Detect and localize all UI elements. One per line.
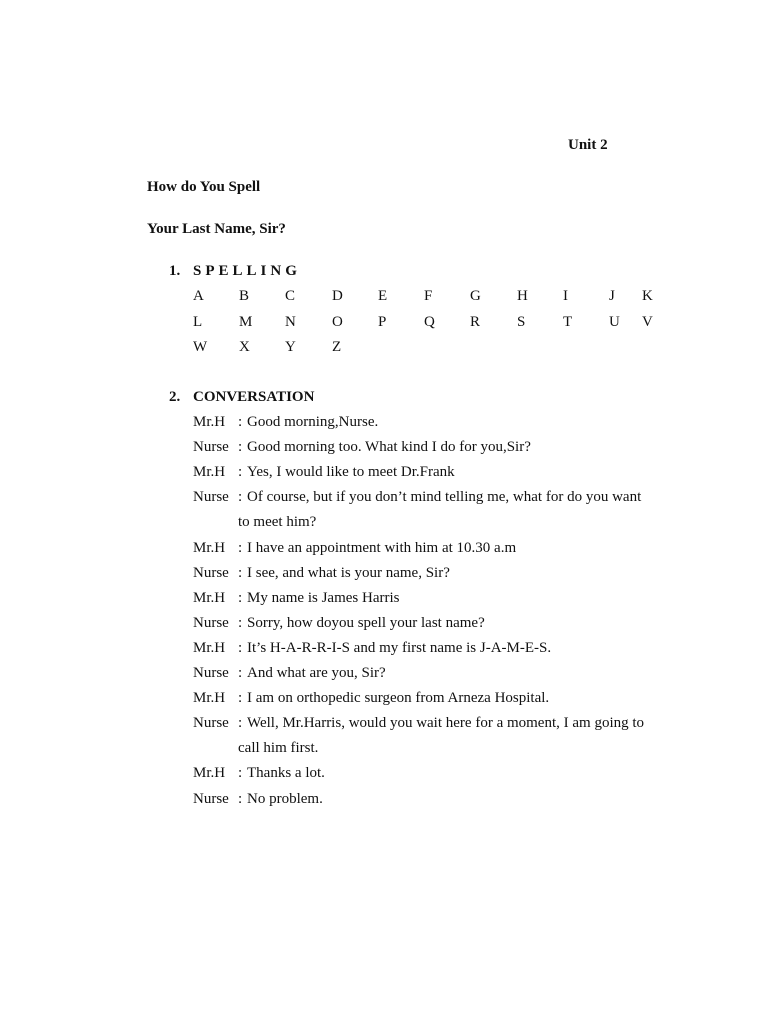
dialogue-text: I am on orthopedic surgeon from Arneza Hospital. xyxy=(247,690,550,707)
speaker-name: Mr.H xyxy=(193,414,226,430)
speaker-name: Mr.H xyxy=(193,765,226,782)
alphabet-letter: B xyxy=(239,288,250,304)
alphabet-letter: Q xyxy=(424,314,435,330)
speaker-colon: : xyxy=(238,665,243,681)
alphabet-letter: T xyxy=(563,314,573,330)
section-2-heading: CONVERSATION xyxy=(193,389,315,405)
alphabet-letter: W xyxy=(193,339,208,355)
unit-label: Unit 2 xyxy=(568,137,608,153)
speaker-colon: : xyxy=(238,790,243,807)
speaker-colon: : xyxy=(238,715,243,732)
alphabet-letter: N xyxy=(285,314,296,330)
alphabet-letter: E xyxy=(378,288,388,304)
speaker-colon: : xyxy=(238,765,243,782)
speaker-name: Mr.H xyxy=(193,589,226,606)
alphabet-letter: O xyxy=(332,314,343,330)
alphabet-letter: C xyxy=(285,288,296,304)
speaker-name: Nurse xyxy=(193,614,229,631)
dialogue-text: Sorry, how doyou spell your last name? xyxy=(247,614,485,631)
dialogue-text: My name is James Harris xyxy=(247,589,400,606)
dialogue-text: I see, and what is your name, Sir? xyxy=(247,564,450,581)
dialogue-text: Well, Mr.Harris, would you wait here for a moment, I am going to xyxy=(247,715,645,732)
title-line-2: Your Last Name, Sir? xyxy=(147,221,286,237)
alphabet-letter: A xyxy=(193,288,204,304)
section-1-heading: SPELLING xyxy=(193,263,301,279)
speaker-colon: : xyxy=(238,439,243,456)
speaker-colon: : xyxy=(238,639,243,656)
alphabet-letter: K xyxy=(642,288,653,304)
speaker-name: Nurse xyxy=(193,665,229,681)
dialogue-text-continuation: call him first. xyxy=(238,740,319,757)
speaker-name: Nurse xyxy=(193,489,229,506)
speaker-name: Nurse xyxy=(193,790,229,807)
speaker-colon: : xyxy=(238,414,243,430)
speaker-colon: : xyxy=(238,589,243,606)
dialogue-text: Good morning,Nurse. xyxy=(247,414,379,430)
speaker-name: Nurse xyxy=(193,564,229,581)
speaker-name: Mr.H xyxy=(193,539,226,556)
dialogue-text: I have an appointment with him at 10.30 a.m xyxy=(247,539,517,556)
alphabet-letter: Y xyxy=(285,339,296,355)
speaker-name: Nurse xyxy=(193,439,229,456)
speaker-name: Nurse xyxy=(193,715,229,732)
alphabet-letter: F xyxy=(424,288,433,304)
dialogue-text: And what are you, Sir? xyxy=(247,665,386,681)
title-line-1: How do You Spell xyxy=(147,179,261,195)
alphabet-letter: P xyxy=(378,314,387,330)
dialogue-text: Thanks a lot. xyxy=(247,765,325,782)
speaker-colon: : xyxy=(238,614,243,631)
speaker-name: Mr.H xyxy=(193,690,226,707)
alphabet-letter: Z xyxy=(332,339,342,355)
alphabet-letter: S xyxy=(517,314,526,330)
alphabet-letter: D xyxy=(332,288,343,304)
speaker-colon: : xyxy=(238,539,243,556)
dialogue-text-continuation: to meet him? xyxy=(238,514,317,531)
section-2-number: 2. xyxy=(169,389,181,405)
alphabet-letter: U xyxy=(609,314,620,330)
alphabet-letter: I xyxy=(563,288,568,304)
dialogue-text: Yes, I would like to meet Dr.Frank xyxy=(247,464,455,481)
alphabet-letter: M xyxy=(239,314,253,330)
dialogue-text: Good morning too. What kind I do for you,Sir? xyxy=(247,439,531,456)
dialogue-text: It’s H-A-R-R-I-S and my first name is J-A-M-E-S. xyxy=(247,639,552,656)
speaker-colon: : xyxy=(238,489,243,506)
dialogue-text: No problem. xyxy=(247,790,323,807)
alphabet-letter: V xyxy=(642,314,653,330)
alphabet-letter: X xyxy=(239,339,250,355)
dialogue-text: Of course, but if you don’t mind telling me, what for do you want xyxy=(247,489,642,506)
alphabet-letter: H xyxy=(517,288,528,304)
section-1-number: 1. xyxy=(169,263,181,279)
speaker-colon: : xyxy=(238,690,243,707)
alphabet-letter: L xyxy=(193,314,203,330)
speaker-colon: : xyxy=(238,464,243,481)
alphabet-letter: R xyxy=(470,314,481,330)
alphabet-letter: J xyxy=(609,288,615,304)
speaker-name: Mr.H xyxy=(193,639,226,656)
speaker-colon: : xyxy=(238,564,243,581)
alphabet-letter: G xyxy=(470,288,481,304)
speaker-name: Mr.H xyxy=(193,464,226,481)
